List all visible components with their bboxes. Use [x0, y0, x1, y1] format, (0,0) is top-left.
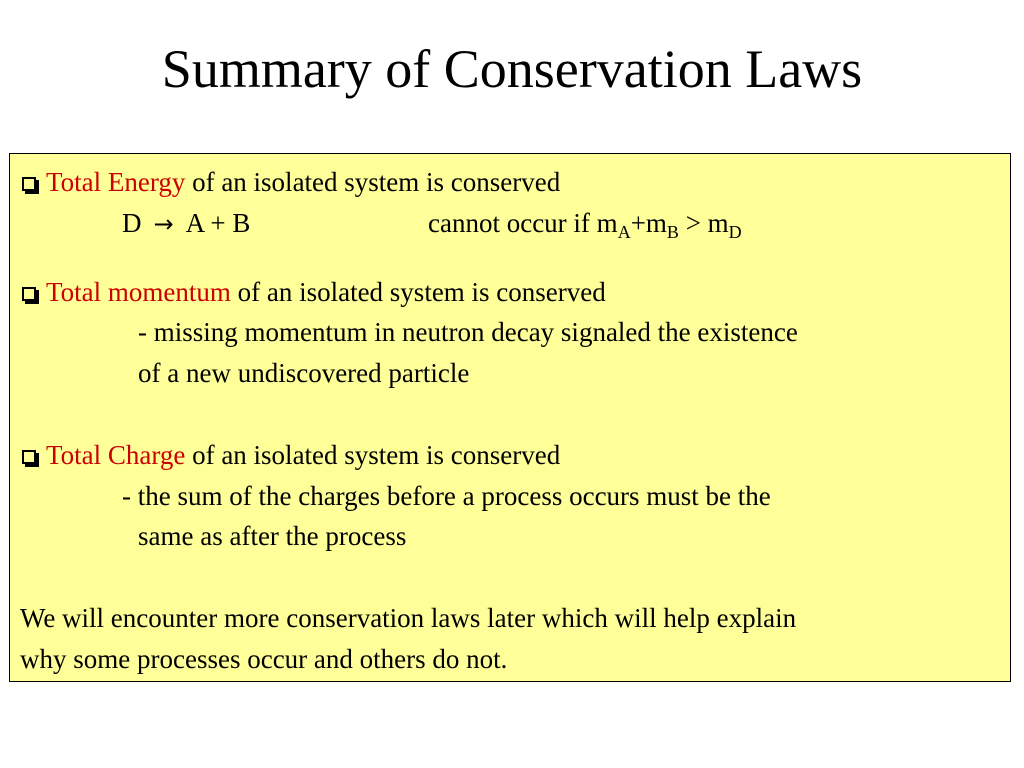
- condition-gt: > m: [678, 208, 729, 238]
- subscript-a: A: [617, 222, 631, 242]
- closing-line1: We will encounter more conservation laws later which will help explain: [20, 603, 797, 633]
- condition-prefix: cannot occur if m: [428, 208, 618, 238]
- energy-condition: [428, 207, 742, 242]
- condition-plus: +m: [630, 208, 667, 238]
- subscript-b: B: [666, 222, 679, 242]
- charge-term: Total Charge: [46, 440, 186, 470]
- momentum-detail-line2: of a new undiscovered particle: [138, 358, 470, 388]
- closing-line2: why some processes occur and others do not.: [20, 644, 508, 674]
- momentum-term: Total momentum: [46, 277, 231, 307]
- checkbox-bullet-icon: [22, 450, 36, 464]
- right-arrow-icon: →: [153, 210, 174, 238]
- charge-statement: of an isolated system is conserved: [185, 440, 561, 470]
- energy-term: Total Energy: [46, 167, 186, 197]
- checkbox-bullet-icon: [22, 287, 36, 301]
- reaction-right: A + B: [185, 208, 251, 238]
- charge-bullet: [22, 439, 560, 471]
- reaction-left: D: [122, 208, 142, 238]
- charge-detail-line1: - the sum of the charges before a process occurs must be the: [122, 481, 771, 511]
- checkbox-bullet-icon: [22, 177, 36, 191]
- momentum-statement: of an isolated system is conserved: [230, 277, 606, 307]
- subscript-d: D: [728, 222, 742, 242]
- energy-bullet: [22, 166, 560, 198]
- momentum-bullet: [22, 276, 606, 308]
- charge-detail-line2: same as after the process: [138, 521, 407, 551]
- momentum-detail-line1: - missing momentum in neutron decay signaled the existence: [138, 317, 798, 347]
- content-box: [9, 153, 1011, 682]
- energy-statement: of an isolated system is conserved: [185, 167, 561, 197]
- slide-title: Summary of Conservation Laws: [161, 39, 863, 99]
- energy-reaction: [122, 207, 250, 240]
